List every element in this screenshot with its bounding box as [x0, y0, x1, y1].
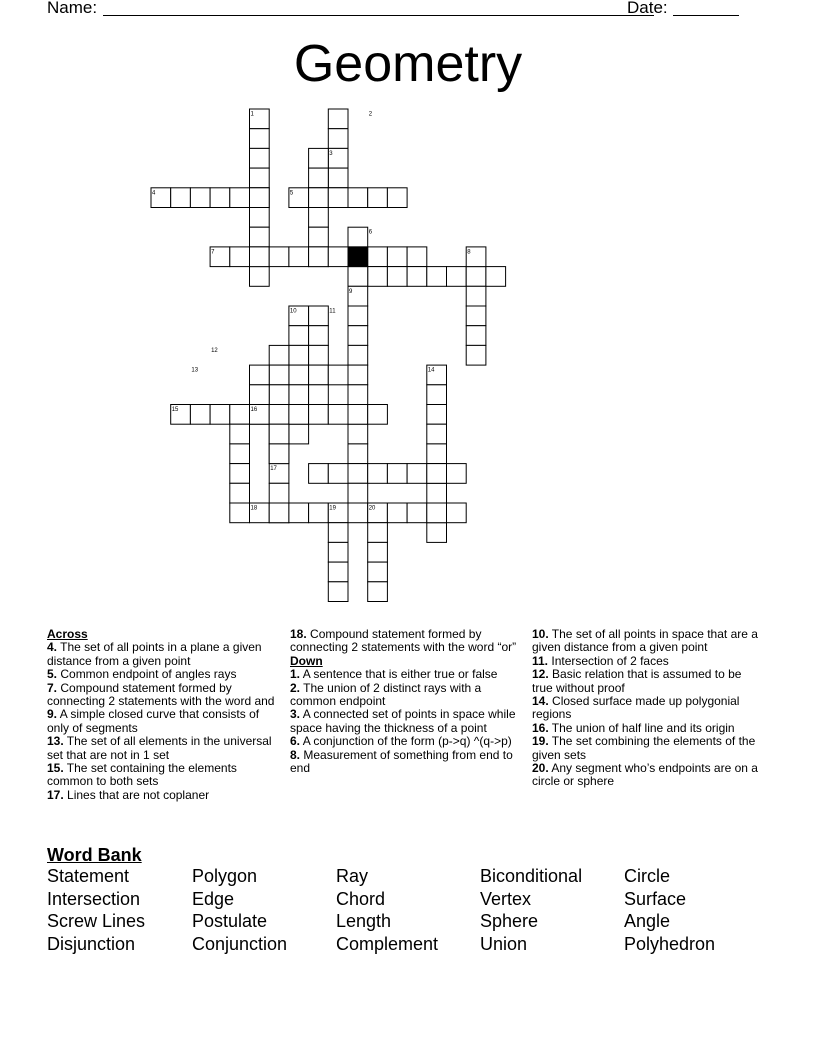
grid-cell[interactable]	[348, 424, 368, 444]
clue-text: Compound statement formed by connecting 2 statements with the word “or”	[290, 627, 517, 655]
grid-cell[interactable]	[466, 286, 486, 306]
name-label: Name:	[47, 0, 98, 17]
grid-cell[interactable]	[328, 365, 348, 385]
clue-num: 14.	[532, 694, 549, 709]
clue-num: 17.	[47, 787, 64, 802]
grid-cell[interactable]	[289, 503, 309, 523]
grid-cell[interactable]	[348, 227, 368, 247]
grid-cell[interactable]	[427, 503, 447, 523]
across-clue	[47, 708, 277, 735]
grid-cell[interactable]	[230, 405, 250, 425]
down-heading: Down	[290, 653, 323, 668]
grid-cell[interactable]	[427, 523, 447, 543]
clue-text: Measurement of something from end to end	[290, 747, 513, 776]
clue-text: The union of half line and its origin	[548, 720, 735, 735]
grid-cell[interactable]	[387, 188, 407, 208]
word-bank-row	[47, 934, 767, 957]
grid-cell[interactable]	[466, 326, 486, 346]
grid-cell[interactable]	[348, 267, 368, 287]
grid-cell[interactable]	[309, 385, 329, 405]
grid-cell[interactable]	[427, 385, 447, 405]
grid-cell[interactable]	[427, 405, 447, 425]
grid-cell[interactable]	[269, 444, 289, 464]
word-bank-word: Circle	[624, 866, 671, 886]
grid-cell[interactable]	[309, 326, 329, 346]
grid-cell[interactable]	[368, 542, 388, 562]
grid-cell[interactable]	[328, 188, 348, 208]
grid-cell[interactable]	[289, 247, 309, 267]
grid-cell[interactable]	[368, 523, 388, 543]
word-bank-word: Ray	[336, 866, 369, 886]
clue-text: The set of all points in a plane a given distance from a given point	[47, 640, 262, 668]
clue-number: 2	[368, 111, 373, 118]
grid-cell[interactable]	[427, 483, 447, 503]
grid-cell[interactable]	[328, 562, 348, 582]
grid-cell[interactable]	[368, 247, 388, 267]
word-bank	[47, 866, 767, 956]
across-clue	[47, 682, 277, 709]
word-bank-word: Intersection	[47, 888, 141, 909]
clue-num: 5.	[47, 667, 58, 682]
down-clue	[532, 762, 762, 789]
grid-cell[interactable]	[269, 405, 289, 425]
grid-cell[interactable]	[289, 365, 309, 385]
grid-cell[interactable]	[447, 503, 467, 523]
grid-cell[interactable]	[171, 188, 191, 208]
grid-cell[interactable]	[230, 503, 250, 523]
clues-column-2	[290, 628, 520, 775]
grid-cell[interactable]	[387, 464, 407, 484]
word-bank-word: Disjunction	[47, 933, 136, 954]
grid-cell[interactable]	[289, 326, 309, 346]
clue-text: The set of all points in space that are a given distance from a given point	[532, 627, 758, 655]
down-clue	[532, 695, 762, 722]
clue-text: The set combining the elements of the given sets	[532, 734, 756, 762]
grid-cell[interactable]	[250, 148, 270, 168]
grid-cell[interactable]	[348, 188, 368, 208]
black-cell	[348, 247, 368, 267]
grid-cell[interactable]	[387, 503, 407, 523]
grid-cell[interactable]	[250, 247, 270, 267]
grid-cell[interactable]	[230, 188, 250, 208]
grid-cell[interactable]	[387, 247, 407, 267]
clue-number: 1	[250, 111, 254, 118]
word-bank-word: Postulate	[192, 911, 268, 932]
clue-num: 6.	[290, 734, 301, 749]
grid-cell[interactable]	[328, 168, 348, 188]
word-bank-row	[47, 889, 767, 912]
grid-cell[interactable]	[309, 365, 329, 385]
word-bank-row	[47, 866, 767, 889]
across-clue	[290, 628, 520, 655]
clue-number: 6	[368, 229, 373, 236]
clue-num: 3.	[290, 707, 301, 722]
down-clues-part-1	[290, 668, 520, 775]
grid-cell[interactable]	[269, 483, 289, 503]
clue-num: 16.	[532, 720, 549, 735]
clue-text: Closed surface made up polygonial regions	[532, 694, 740, 722]
grid-cell[interactable]	[368, 562, 388, 582]
grid-cell[interactable]	[269, 385, 289, 405]
grid-cell[interactable]	[368, 582, 388, 602]
clue-number: 13	[191, 367, 199, 374]
grid-cell[interactable]	[368, 188, 388, 208]
grid-cell[interactable]	[447, 464, 467, 484]
clue-text: Lines that are not coplaner	[63, 787, 210, 802]
grid-cell[interactable]	[269, 503, 289, 523]
grid-cell[interactable]	[210, 188, 230, 208]
grid-cell[interactable]	[427, 424, 447, 444]
clue-num: 18.	[290, 627, 307, 641]
clue-text: Intersection of 2 faces	[548, 653, 669, 668]
grid-cell[interactable]	[348, 464, 368, 484]
word-bank-word: Screw Lines	[47, 911, 146, 932]
clue-text: A conjunction of the form (p->q) ^(q->p)	[300, 734, 512, 749]
grid-cell[interactable]	[348, 444, 368, 464]
grid-cell[interactable]	[250, 365, 270, 385]
clue-num: 20.	[532, 761, 549, 776]
clue-num: 8.	[290, 747, 301, 762]
clue-num: 10.	[532, 627, 549, 641]
grid-cell[interactable]	[486, 267, 506, 287]
across-clue	[47, 789, 277, 802]
clue-text: Common endpoint of angles rays	[57, 667, 237, 682]
clue-text: A sentence that is either true or false	[300, 667, 498, 682]
grid-cell[interactable]	[289, 405, 309, 425]
down-clue	[532, 722, 762, 735]
grid-cell[interactable]	[427, 267, 447, 287]
word-bank-word: Complement	[336, 933, 439, 954]
down-clue	[290, 735, 520, 748]
grid-cell[interactable]	[407, 267, 427, 287]
grid-cell[interactable]	[309, 345, 329, 365]
grid-cell[interactable]	[348, 306, 368, 326]
across-clues-part-1	[47, 641, 277, 802]
clue-number: 14	[427, 367, 435, 374]
grid-cell[interactable]	[466, 345, 486, 365]
grid-cell[interactable]	[328, 129, 348, 149]
grid-cell[interactable]	[368, 267, 388, 287]
grid-cell[interactable]	[387, 267, 407, 287]
grid-cell[interactable]	[190, 188, 210, 208]
grid-cell[interactable]	[328, 247, 348, 267]
down-clue	[290, 749, 520, 776]
word-bank-word: Statement	[47, 866, 130, 886]
grid-cell[interactable]	[250, 385, 270, 405]
grid-cell[interactable]	[328, 464, 348, 484]
grid-cell[interactable]	[269, 424, 289, 444]
grid-cell[interactable]	[328, 542, 348, 562]
grid-cell[interactable]	[466, 267, 486, 287]
grid-cell[interactable]	[309, 227, 329, 247]
down-clues-part-2	[532, 628, 762, 789]
down-clue	[290, 682, 520, 709]
clue-number: 8	[467, 249, 471, 256]
grid-cell[interactable]	[269, 247, 289, 267]
grid-cell[interactable]	[250, 129, 270, 149]
grid-cell[interactable]	[348, 365, 368, 385]
grid-cell[interactable]	[407, 464, 427, 484]
grid-cell[interactable]	[289, 424, 309, 444]
grid-cell[interactable]	[309, 208, 329, 228]
grid-cell[interactable]	[309, 306, 329, 326]
grid-cell[interactable]	[309, 168, 329, 188]
across-clue	[47, 762, 277, 789]
clue-number: 11	[329, 308, 336, 315]
across-clue	[47, 641, 277, 668]
grid-cell[interactable]	[230, 424, 250, 444]
grid-cell[interactable]	[466, 306, 486, 326]
date-label: Date:	[627, 0, 668, 17]
grid-cell[interactable]	[427, 444, 447, 464]
grid-cell[interactable]	[328, 523, 348, 543]
clue-text: The set containing the elements common to both sets	[47, 761, 237, 789]
clue-number: 4	[152, 190, 156, 197]
across-heading: Across	[47, 627, 88, 641]
grid-cell[interactable]	[250, 168, 270, 188]
grid-cell[interactable]	[407, 247, 427, 267]
clue-text: Basic relation that is assumed to be true without proof	[532, 667, 742, 695]
grid-cell[interactable]	[348, 385, 368, 405]
clue-number: 10	[289, 308, 297, 315]
grid-cell[interactable]	[210, 405, 230, 425]
clue-text: A connected set of points in space while space having the thickness of a point	[290, 707, 516, 735]
grid-cell[interactable]	[348, 405, 368, 425]
grid-cell[interactable]	[309, 405, 329, 425]
grid-cell[interactable]	[309, 503, 329, 523]
clue-text: Compound statement formed by connecting 2 statements with the word and	[47, 680, 275, 709]
word-bank-word: Sphere	[480, 911, 539, 932]
grid-cell[interactable]	[230, 444, 250, 464]
page-title: Geometry	[293, 35, 523, 93]
grid-cell[interactable]	[230, 483, 250, 503]
word-bank-word: Angle	[624, 911, 671, 932]
word-bank-word: Union	[480, 933, 528, 954]
down-clue	[290, 668, 520, 681]
clue-num: 4.	[47, 640, 58, 655]
clue-num: 9.	[47, 707, 58, 722]
clue-num: 2.	[290, 680, 301, 695]
word-bank-word: Edge	[192, 888, 235, 909]
grid-cell[interactable]	[250, 267, 270, 287]
clue-text: The set of all elements in the universal set that are not in 1 set	[47, 734, 272, 762]
word-bank-word: Surface	[624, 888, 687, 909]
clue-num: 19.	[532, 734, 549, 749]
down-clue	[532, 628, 762, 655]
grid-cell[interactable]	[309, 464, 329, 484]
word-bank-title: Word Bank	[47, 845, 142, 865]
grid-cell[interactable]	[348, 483, 368, 503]
grid-cell[interactable]	[348, 503, 368, 523]
word-bank-word: Length	[336, 911, 392, 932]
across-clue	[47, 668, 277, 681]
clue-number: 9	[349, 288, 353, 295]
word-bank-word: Polyhedron	[624, 933, 716, 954]
down-clue	[532, 735, 762, 762]
grid-cell[interactable]	[250, 227, 270, 247]
down-clue	[532, 668, 762, 695]
grid-cell[interactable]	[309, 247, 329, 267]
grid-cell[interactable]	[289, 345, 309, 365]
clues-column-1	[47, 628, 277, 802]
clue-number: 7	[211, 249, 215, 256]
grid-cell[interactable]	[407, 503, 427, 523]
clue-num: 13.	[47, 734, 64, 749]
clue-number: 3	[329, 150, 333, 157]
grid-cell[interactable]	[230, 247, 250, 267]
clue-number: 16	[250, 407, 258, 413]
grid-cell[interactable]	[328, 109, 348, 129]
grid-cell[interactable]	[368, 464, 388, 484]
clue-text: The union of 2 distinct rays with a common endpoint	[290, 680, 482, 709]
grid-cell[interactable]	[250, 208, 270, 228]
grid-cell[interactable]	[269, 365, 289, 385]
clue-number: 12	[211, 347, 218, 354]
word-bank-word: Polygon	[192, 866, 258, 886]
clue-text: Any segment who’s endpoints are on a circle or sphere	[532, 761, 758, 789]
clue-number: 19	[329, 505, 336, 512]
clue-number: 5	[289, 190, 294, 197]
clue-num: 1.	[290, 667, 301, 682]
clue-number: 17	[270, 466, 277, 473]
word-bank-word: Vertex	[480, 888, 532, 909]
word-bank-row	[47, 911, 767, 934]
grid-cell[interactable]	[368, 405, 388, 425]
grid-cell[interactable]	[250, 188, 270, 208]
clue-number: 20	[368, 505, 376, 512]
grid-cell[interactable]	[309, 148, 329, 168]
grid-cell[interactable]	[289, 385, 309, 405]
clues-column-3	[532, 628, 762, 789]
word-bank-word: Biconditional	[480, 866, 583, 886]
grid-cell[interactable]	[348, 345, 368, 365]
clue-number: 18	[250, 505, 258, 512]
clue-num: 7.	[47, 680, 58, 695]
clue-num: 12.	[532, 667, 549, 682]
down-clue	[532, 655, 762, 668]
clue-number: 15	[171, 407, 179, 413]
grid-cell[interactable]	[190, 405, 210, 425]
down-clue	[290, 708, 520, 735]
grid-cell[interactable]	[447, 267, 467, 287]
across-clue	[47, 735, 277, 762]
grid-cell[interactable]	[230, 464, 250, 484]
grid-cell[interactable]	[309, 188, 329, 208]
grid-cell[interactable]	[328, 405, 348, 425]
grid-cell[interactable]	[348, 326, 368, 346]
clue-num: 11.	[532, 653, 549, 668]
word-bank-word: Conjunction	[192, 933, 288, 954]
word-bank-word: Chord	[336, 888, 386, 909]
clue-num: 15.	[47, 761, 64, 776]
across-clues-part-2	[290, 628, 520, 655]
clue-text: A simple closed curve that consists of only of segments	[47, 707, 260, 735]
grid-cell[interactable]	[269, 345, 289, 365]
grid-cell[interactable]	[328, 582, 348, 602]
grid-cell[interactable]	[427, 464, 447, 484]
